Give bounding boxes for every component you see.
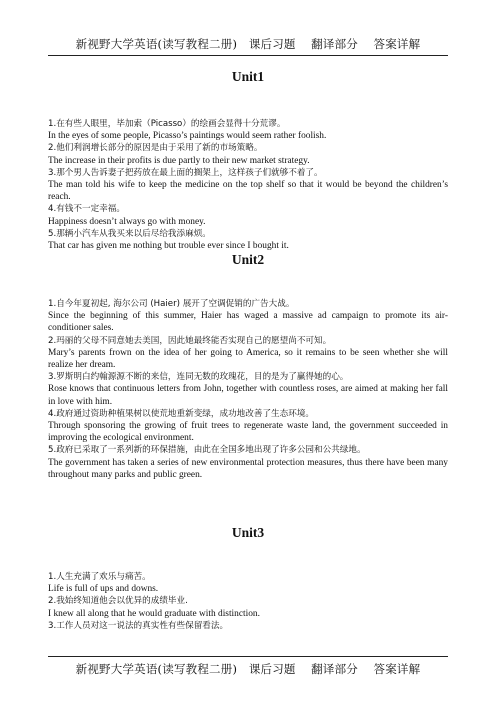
unit-2-item-5-en: The government has taken a series of new environmental protection measures, thus there have been many throughout many parks and public green. [48,457,448,480]
page-footer: 新视野大学英语(读写教程二册) 课后习题 翻译部分 答案详解 [75,662,421,676]
unit-3-item-1-zh: 1.人生充满了欢乐与痛苦。 [48,572,151,582]
unit-1-title: Unit1 [231,69,265,84]
unit-1-item-3-zh: 3.那个男人告诉妻子把药放在最上面的搁架上，这样孩子们就够不着了。 [48,167,323,178]
unit-3-title: Unit3 [231,525,265,540]
unit-2-item-2-en: Mary’s parents frown on the idea of her going to America, so it remains to be seen whether she will realize her dream. [48,347,448,371]
unit-3-item-3-zh: 3.工作人员对这一说法的真实性有些保留看法。 [48,620,229,631]
unit-1-item-2-zh: 2.他们利润增长部分的原因是由于采用了新的市场策略。 [48,143,263,154]
unit-3-item-2-zh: 2.我始终知道他会以优异的成绩毕业. [48,596,188,607]
unit-1-item-2-en: The increase in their profits is due partly to their new market strategy. [48,155,310,166]
unit-1-item-5-en: That car has given me nothing but trouble ever since I bought it. [48,241,289,252]
unit-1-item-3-en: The man told his wife to keep the medicine on the top shelf so that it would be beyond the children’s reach. [48,180,448,203]
unit-2-item-4-en: Through sponsoring the growing of fruit trees to regenerate waste land, the government succeeded in improving the ecological environment. [48,421,448,444]
unit-2-body [48,298,448,481]
unit-2-item-5-zh: 5.政府已采取了一系列新的环保措施，由此在全国多地出现了许多公园和公共绿地。 [48,445,366,456]
unit-2-title: Unit2 [231,252,265,267]
page-header: 新视野大学英语(读写教程二册) 课后习题 翻译部分 答案详解 [75,37,421,51]
unit-2-item-1-en: Since the beginning of this summer, Haier has waged a massive ad campaign to promote its air-conditioner sales. [48,311,448,334]
unit-1-item-4-en: Happiness doesn’t always go with money. [48,216,206,227]
unit-2-item-2-zh: 2.玛丽的父母不同意她去美国，因此她最终能否实现自己的愿望尚不可知。 [48,335,332,346]
unit-2-item-3-en: Rose knows that continuous letters from John, together with countless roses, are aimed at making her fall in love with him. [48,384,448,407]
unit-1-item-1-zh: 1.在有些人眼里，毕加索（Picasso）的绘画会显得十分荒谬。 [48,119,286,129]
unit-3-item-1-en: Life is full of ups and downs. [48,584,159,595]
unit-1-item-1-en: In the eyes of some people, Picasso’s paintings would seem rather foolish. [48,131,327,142]
unit-2-item-1-zh: 1.自今年夏初起, 海尔公司 (Haier) 展开了空调促销的广告大战。 [48,299,295,309]
unit-2-item-4-zh: 4.政府通过资助种植果树以使荒地重新变绿，成功地改善了生态环境。 [48,408,315,419]
unit-1-item-5-zh: 5.那辆小汽车从我买来以后尽给我添麻烦。 [48,228,211,239]
unit-3-item-2-en: I knew all along that he would graduate with distinction. [48,608,260,619]
unit-3-body [48,571,448,632]
unit-1-item-4-zh: 4.有钱不一定幸福。 [48,204,125,215]
unit-1-body [48,118,448,252]
unit-2-item-3-zh: 3.罗斯明白约翰源源不断的来信，连同无数的玫瑰花，目的是为了赢得她的心。 [48,372,349,383]
footer-rule [48,656,448,657]
header-rule [48,55,448,56]
